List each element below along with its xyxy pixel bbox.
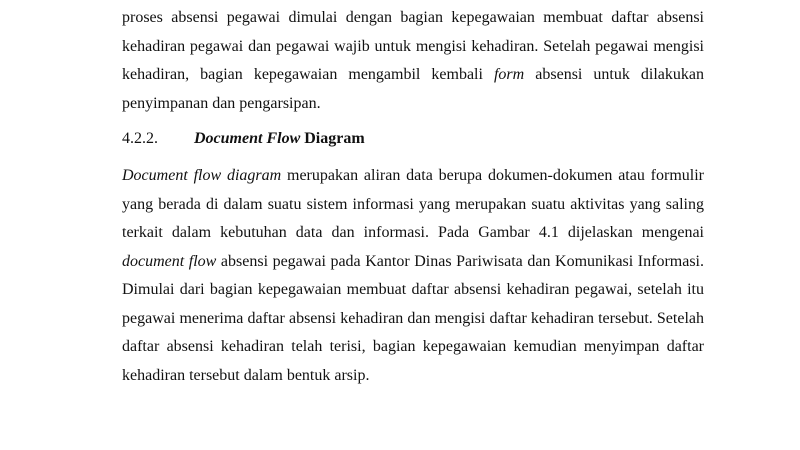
paragraph2-italic-2: document flow <box>122 252 217 270</box>
paragraph1-text-2: absensi untuk dilakukan penyimpanan dan pengarsipan. <box>122 66 704 112</box>
section-title-rest: Diagram <box>300 130 365 147</box>
section-title-italic: Document Flow <box>194 130 301 147</box>
paragraph2-italic-1: Document flow diagram <box>122 167 282 184</box>
section-number: 4.2.2. <box>122 130 158 147</box>
paragraph1-italic-form: form <box>493 66 525 83</box>
paragraph-document-flow <box>122 162 704 390</box>
paragraph2-text-1: merupakan aliran data berupa dokumen-dokumen atau formulir yang berada di dalam suatu sistem informasi yang merupakan suatu aktivitas yang saling terkait dalam kebutuhan data dan informasi. Pada Gambar 4.1 dijelaskan mengenai <box>122 167 704 241</box>
section-title <box>194 130 365 147</box>
paragraph-absensi-process <box>122 4 704 118</box>
paragraph2-text-2: absensi pegawai pada Kantor Dinas Pariwisata dan Komunikasi Informasi. Dimulai dari bagian kepegawaian membuat daftar absensi kehadiran pegawai, setelah itu pegawai menerima daftar absensi kehadiran dan mengisi daftar kehadiran tersebut. Setelah daftar absensi kehadiran telah terisi, bagian kepegawaian kemudian menyimpan daftar kehadiran tersebut dalam bentuk arsip. <box>122 252 705 384</box>
paragraph1-text-1: proses absensi pegawai dimulai dengan bagian kepegawaian membuat daftar absensi kehadiran pegawai dan pegawai wajib untuk mengisi kehadiran. Setelah pegawai mengisi kehadiran, bagian kepegawaian mengambil kembali <box>122 9 704 83</box>
section-heading <box>122 125 704 153</box>
